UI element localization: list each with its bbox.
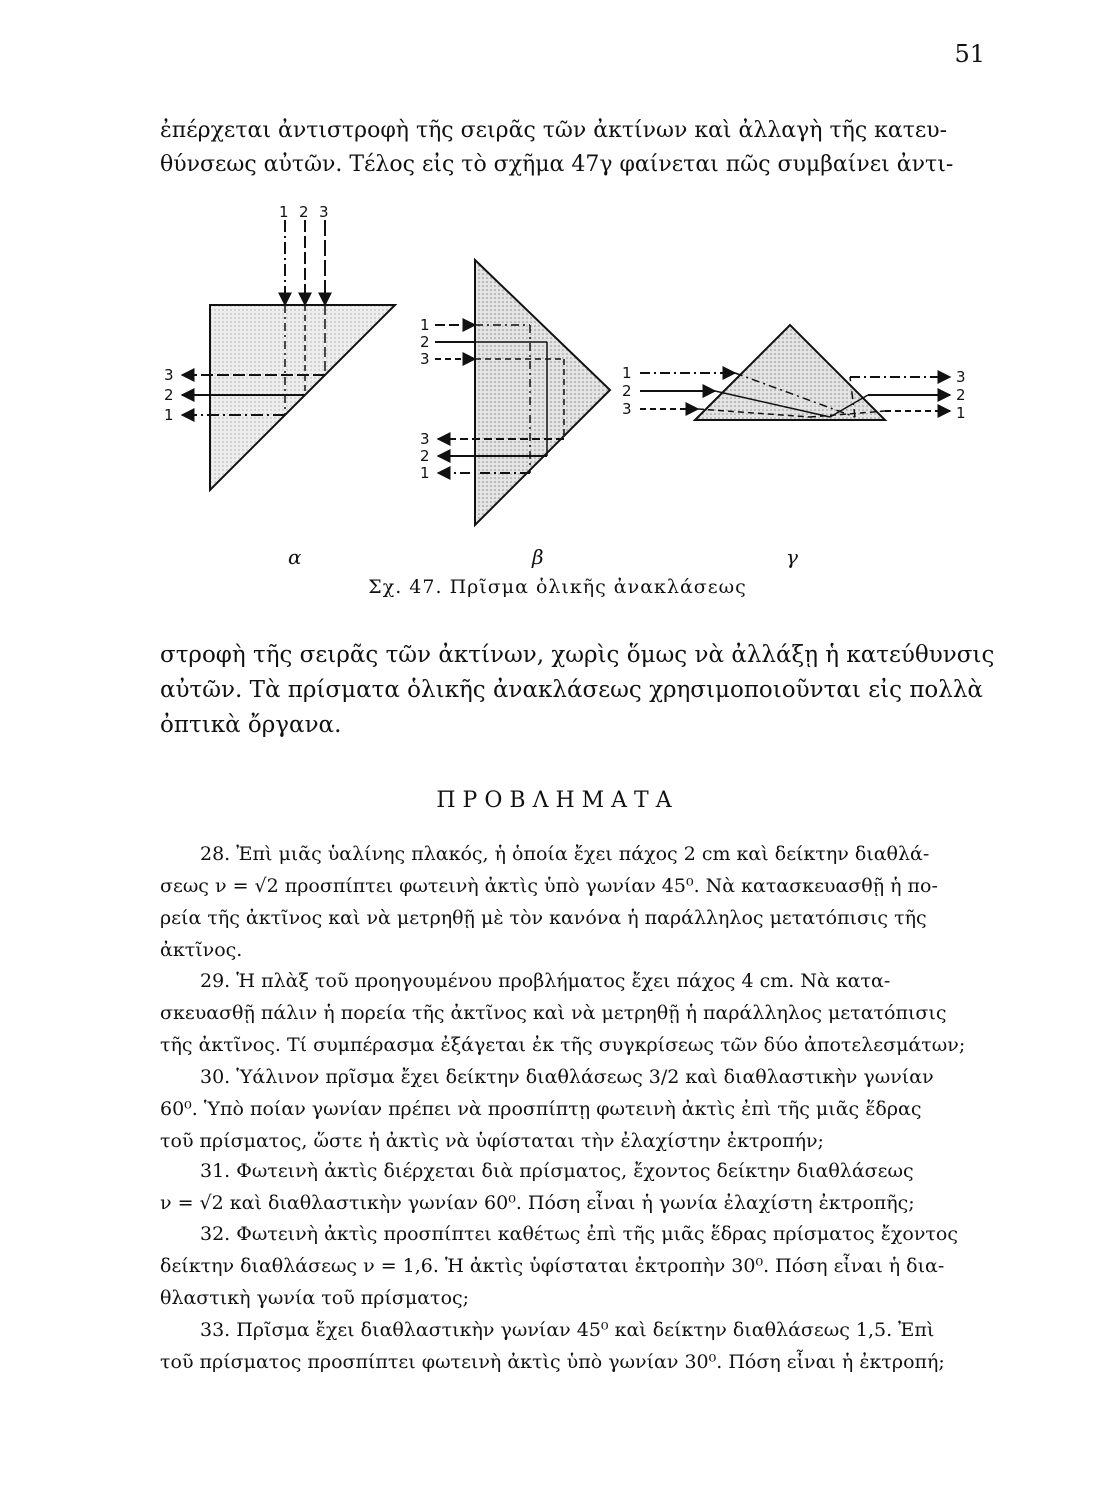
ray-label: 2 (420, 447, 430, 465)
text-line: ρεία τῆς ἀκτῖνος καὶ νὰ μετρηθῇ μὲ τὸν κανόνα ἡ παράλληλος μετατόπισις τῆς (160, 907, 927, 929)
intro-paragraph (160, 114, 988, 182)
prism-alpha (164, 205, 395, 490)
text-line: σκευασθῇ πάλιν ἡ πορεία τῆς ἀκτῖνος καὶ νὰ μετρηθῇ ἡ παράλληλος μετατόπισις (160, 1002, 947, 1024)
ray-label: 3 (164, 366, 174, 384)
problem-30 (160, 1061, 988, 1157)
ray-label: 3 (956, 368, 966, 386)
text-line: τοῦ πρίσματος, ὥστε ἡ ἀκτὶς νὰ ὑφίσταται τὴν ἐλαχίστην ἐκτροπήν; (160, 1130, 824, 1152)
text-line: 33. Πρῖσμα ἔχει διαθλαστικὴν γωνίαν 45⁰ καὶ δείκτην διαθλάσεως 1,5. Ἐπὶ (200, 1319, 935, 1341)
text-line: τοῦ πρίσματος προσπίπτει φωτεινὴ ἀκτὶς ὑπὸ γωνίαν 30⁰. Πόση εἶναι ἡ ἐκτροπή; (160, 1351, 945, 1373)
text-line: 32. Φωτεινὴ ἀκτὶς προσπίπτει καθέτως ἐπὶ τῆς μιᾶς ἕδρας πρίσματος ἔχοντος (200, 1223, 959, 1245)
ray-label: 3 (622, 400, 632, 418)
sub-label-alpha: α (288, 545, 302, 569)
sub-label-gamma: γ (786, 545, 798, 569)
body-paragraph (160, 638, 995, 743)
text-line: θύνσεως αὐτῶν. Τέλος εἰς τὸ σχῆμα 47γ φαίνεται πῶς συμβαίνει ἀντι- (160, 152, 954, 177)
text-line: 31. Φωτεινὴ ἀκτὶς διέρχεται διὰ πρίσματος, ἔχοντος δείκτην διαθλάσεως (200, 1160, 914, 1182)
text-line: 30. Ὑάλινον πρῖσμα ἔχει δείκτην διαθλάσεως 3/2 καὶ διαθλαστικὴν γωνίαν (200, 1066, 934, 1088)
section-heading: ΠΡΟΒΛΗΜΑΤΑ (436, 788, 679, 813)
text-line: 29. Ἡ πλὰξ τοῦ προηγουμένου προβλήματος ἔχει πάχος 4 cm. Νὰ κατα- (200, 970, 891, 992)
ray-label: 2 (299, 205, 309, 221)
text-line: ὀπτικὰ ὄργανα. (160, 712, 342, 738)
ray-label: 3 (420, 430, 430, 448)
sub-label-beta: β (532, 545, 544, 569)
prism-figure (150, 205, 990, 600)
text-line: δείκτην διαθλάσεως ν = 1,6. Ἡ ἀκτὶς ὑφίσταται ἐκτροπὴν 30⁰. Πόση εἶναι ἡ δια- (160, 1255, 945, 1277)
ray-label: 1 (420, 316, 430, 334)
ray-label: 1 (956, 404, 966, 422)
ray-label: 2 (420, 333, 430, 351)
problem-29 (160, 965, 988, 1061)
problem-32 (160, 1218, 988, 1314)
ray-label: 1 (420, 464, 430, 482)
text-line: ν = √2 καὶ διαθλαστικὴν γωνίαν 60⁰. Πόση εἶναι ἡ γωνία ἐλαχίστη ἐκτροπῆς; (160, 1192, 915, 1214)
ray-label: 2 (622, 382, 632, 400)
ray-label: 1 (279, 205, 289, 221)
ray-label: 2 (956, 386, 966, 404)
ray-label: 3 (319, 205, 329, 221)
problem-33 (160, 1314, 988, 1378)
prism-gamma (622, 325, 966, 422)
problem-28 (160, 838, 988, 966)
ray-label: 1 (164, 406, 174, 424)
page-number: 51 (954, 40, 985, 68)
problem-31 (160, 1155, 988, 1219)
text-line: 28. Ἐπὶ μιᾶς ὑαλίνης πλακός, ἡ ὁποία ἔχει πάχος 2 cm καὶ δείκτην διαθλά- (200, 843, 930, 865)
text-line: αὐτῶν. Τὰ πρίσματα ὁλικῆς ἀνακλάσεως χρησιμοποιοῦνται εἰς πολλὰ (160, 677, 983, 703)
text-line: τῆς ἀκτῖνος. Τί συμπέρασμα ἐξάγεται ἐκ τῆς συγκρίσεως τῶν δύο ἀποτελεσμάτων; (160, 1034, 966, 1056)
ray-label: 3 (420, 350, 430, 368)
text-line: σεως ν = √2 προσπίπτει φωτεινὴ ἀκτὶς ὑπὸ γωνίαν 45⁰. Νὰ κατασκευασθῇ ἡ πο- (160, 875, 938, 897)
text-line: στροφὴ τῆς σειρᾶς τῶν ἀκτίνων, χωρὶς ὅμως νὰ ἀλλάξῃ ἡ κατεύθυνσις (160, 642, 995, 668)
text-line: θλαστικὴ γωνία τοῦ πρίσματος; (160, 1287, 470, 1309)
text-line: 60⁰. Ὑπὸ ποίαν γωνίαν πρέπει νὰ προσπίπτῃ φωτεινὴ ἀκτὶς ἐπὶ τῆς μιᾶς ἕδρας (160, 1098, 922, 1120)
text-line: ἀκτῖνος. (160, 939, 243, 961)
ray-label: 1 (622, 364, 632, 382)
ray-label: 2 (164, 386, 174, 404)
text-line: ἐπέρχεται ἀντιστροφὴ τῆς σειρᾶς τῶν ἀκτίνων καὶ ἀλλαγὴ τῆς κατευ- (160, 118, 948, 143)
figure-caption: Σχ. 47. Πρῖσμα ὁλικῆς ἀνακλάσεως (368, 576, 747, 598)
prism-beta (420, 260, 610, 525)
